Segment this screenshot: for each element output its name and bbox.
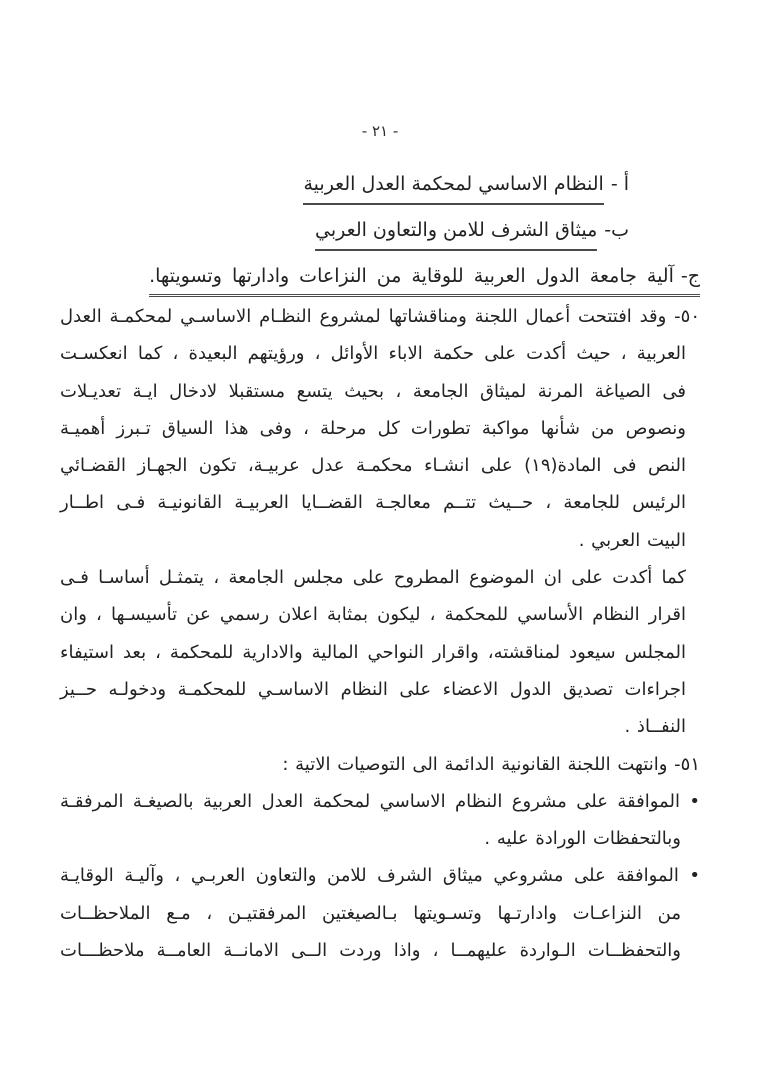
body-line: العربية ، حيث أكدت على حكمة الاباء الأوائل ، ورؤيتهم البعيدة ، كما انعكسـت [60, 343, 686, 365]
body-line: من النزاعـات وادارتـها وتسـويتها بـالصيغتين المرفقتيـن ، مـع الملاحظــات [60, 902, 681, 924]
page-number: - ٢١ - [361, 122, 399, 140]
body-line: النص فى المادة(١٩) على انشـاء محكمـة عدل عربيـة، تكون الجهـاز القضـائي [60, 455, 686, 477]
heading-list [60, 170, 700, 298]
body-line: اجراءات تصديق الدول الاعضاء على النظام الاساسـي للمحكمـة ودخولـه حــيز [60, 678, 686, 700]
body-line: • الموافقة على مشروعي ميثاق الشرف للامن والتعاون العربـي ، وآليـة الوقايـة [60, 865, 700, 887]
body-line: ونصوص من شأنها مواكبة تطورات كل مرحلة ، وفى هذا السياق تـبرز أهميـة [60, 417, 686, 439]
body-line: وبالتحفظات الورادة عليه . [484, 828, 681, 850]
body-line: • الموافقة على مشروع النظام الاساسي لمحكمة العدل العربية بالصيغـة المرفقـة [60, 790, 700, 812]
heading-content [315, 216, 629, 251]
body-text [60, 298, 700, 969]
heading-marker: ب- [604, 219, 629, 241]
body-line: النفــاذ . [624, 716, 686, 738]
document-heading [60, 216, 629, 262]
body-line: ٥١- وانتهت اللجنة القانونية الدائمة الى التوصيات الاتية : [282, 753, 700, 775]
body-line: المجلس سيعود لمناقشته، واقرار النواحي المالية والادارية للمحكمة ، بعد استيفاء [60, 641, 686, 663]
document-heading [60, 262, 700, 298]
body-line: ٥٠- وقد افتتحت أعمال اللجنة ومناقشاتها لمشروع النظـام الاساسـي لمحكمـة العدل [60, 306, 700, 327]
heading-title: آلية جامعة الدول العربية للوقاية من النزاعات وادارتها وتسويتها. [149, 265, 674, 287]
heading-title: ميثاق الشرف للامن والتعاون العربي [315, 216, 597, 251]
heading-title: النظام الاساسي لمحكمة العدل العربية [303, 170, 603, 205]
heading-content [149, 262, 700, 297]
body-line: والتحفظــات الـواردة عليهمــا ، واذا وردت الــى الامانــة العامــة ملاحظـــات [60, 940, 681, 962]
heading-marker: ج- [680, 265, 700, 287]
heading-content [303, 170, 629, 205]
document-heading [60, 170, 629, 216]
body-line: كما أكدت على ان الموضوع المطروح على مجلس الجامعة ، يتمثـل أساسـا فـى [60, 567, 686, 589]
heading-marker: أ - [610, 173, 629, 195]
body-line: فى الصياغة المرنة لميثاق الجامعة ، بحيث يتسع مستقبلا لادخال ايـة تعديـلات [60, 380, 686, 402]
body-line: البيت العربي . [578, 529, 686, 551]
body-line: الرئيس للجامعة ، حــيث تتــم معالجـة القضــايا العربيـة القانونيـة فـى اطــار [60, 492, 686, 514]
body-line: اقرار النظام الأساسي للمحكمة ، ليكون بمثابة اعلان رسمي عن تأسيسـها ، وان [60, 604, 686, 626]
